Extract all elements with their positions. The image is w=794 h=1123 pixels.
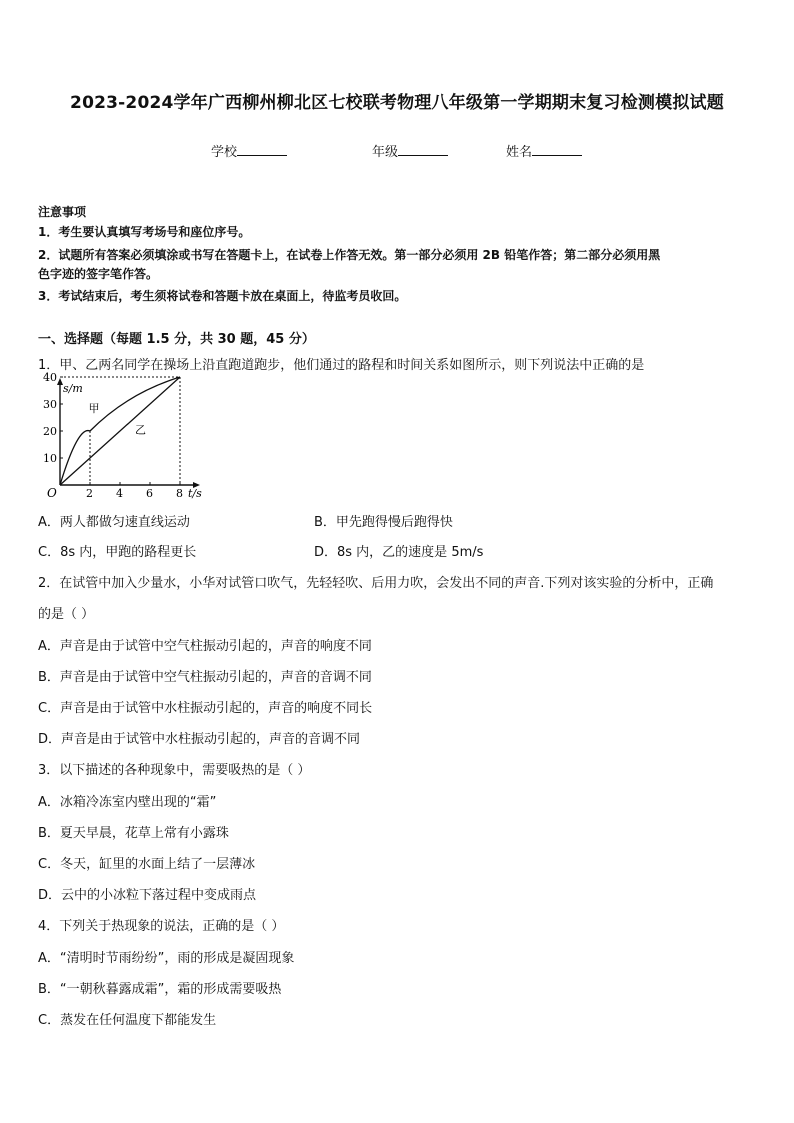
- x-tick-label: 6: [146, 487, 153, 500]
- q3-option-b[interactable]: B．夏天早晨，花草上常有小露珠: [38, 826, 229, 841]
- q1-chart: [36, 371, 202, 500]
- grade-blank[interactable]: [398, 143, 448, 156]
- notice-item-3: 3．考试结束后，考生须将试卷和答题卡放在桌面上，待监考员收回。: [38, 289, 407, 303]
- series-jia-label: 甲: [88, 402, 100, 416]
- grade-field: [372, 141, 448, 160]
- y-tick-label: 40: [43, 371, 57, 384]
- x-axis-label: t/s: [188, 487, 202, 500]
- notice-item-2-line-2: 色字迹的签字笔作答。: [38, 267, 159, 281]
- q1-option-a[interactable]: A．两人都做匀速直线运动: [38, 515, 190, 530]
- notice-item-2-line-1: 2．试题所有答案必须填涂或书写在答题卡上，在试卷上作答无效。第一部分必须用 2B 铅笔作答；第二部分必须用黑: [38, 248, 661, 262]
- q1-option-c[interactable]: C．8s 内，甲跑的路程更长: [38, 545, 197, 560]
- x-tick-label: 2: [86, 487, 93, 500]
- q1-option-d[interactable]: D．8s 内，乙的速度是 5m/s: [314, 545, 484, 560]
- y-tick-label: 20: [43, 425, 57, 438]
- q2-option-a[interactable]: A．声音是由于试管中空气柱振动引起的，声音的响度不同: [38, 639, 372, 654]
- section-heading: 一、选择题（每题 1.5 分，共 30 题，45 分）: [38, 332, 315, 347]
- q3-option-a[interactable]: A．冰箱冷冻室内壁出现的“霜”: [38, 795, 217, 810]
- y-tick-label: 10: [43, 452, 57, 465]
- y-tick-label: 30: [43, 398, 57, 411]
- name-field: [506, 141, 582, 160]
- q2-option-c[interactable]: C．声音是由于试管中水柱振动引起的，声音的响度不同长: [38, 701, 373, 716]
- grade-label: 年级: [372, 145, 399, 160]
- name-label: 姓名: [506, 145, 533, 160]
- x-tick-label: 4: [116, 487, 123, 500]
- page-title: 2023-2024学年广西柳州柳北区七校联考物理八年级第一学期期末复习检测模拟试题: [70, 93, 724, 113]
- q4-option-b[interactable]: B．“一朝秋暮露成霜”，霜的形成需要吸热: [38, 982, 282, 997]
- q2-option-d[interactable]: D．声音是由于试管中水柱振动引起的，声音的音调不同: [38, 732, 361, 747]
- q3-option-d[interactable]: D．云中的小冰粒下落过程中变成雨点: [38, 888, 257, 903]
- school-blank[interactable]: [237, 143, 287, 156]
- q4-option-a[interactable]: A．“清明时节雨纷纷”，雨的形成是凝固现象: [38, 951, 295, 966]
- y-axis-label: s/m: [63, 382, 83, 395]
- q2-stem-line-2: 的是（ ）: [38, 607, 95, 622]
- notice-heading: 注意事项: [38, 205, 87, 219]
- series-yi-label: 乙: [135, 423, 146, 437]
- q3-option-c[interactable]: C．冬天，缸里的水面上结了一层薄冰: [38, 857, 256, 872]
- origin-label: O: [47, 486, 57, 500]
- q4-stem: 4．下列关于热现象的说法，正确的是（ ）: [38, 919, 285, 934]
- school-label: 学校: [211, 145, 238, 160]
- q1-option-b[interactable]: B．甲先跑得慢后跑得快: [314, 515, 453, 530]
- q2-option-b[interactable]: B．声音是由于试管中空气柱振动引起的，声音的音调不同: [38, 670, 372, 685]
- school-field: [211, 141, 287, 160]
- q4-option-c[interactable]: C．蒸发在任何温度下都能发生: [38, 1013, 217, 1028]
- q2-stem-line-1: 2．在试管中加入少量水，小华对试管口吹气，先轻轻吹、后用力吹，会发出不同的声音.下列对该实验的分析中，正确: [38, 576, 714, 591]
- name-blank[interactable]: [532, 143, 582, 156]
- q1-stem: 1．甲、乙两名同学在操场上沿直跑道跑步，他们通过的路程和时间关系如图所示，则下列说法中正确的是: [38, 358, 645, 373]
- notice-item-1: 1．考生要认真填写考场号和座位序号。: [38, 225, 251, 239]
- q3-stem: 3．以下描述的各种现象中，需要吸热的是（ ）: [38, 763, 311, 778]
- x-tick-label: 8: [176, 487, 183, 500]
